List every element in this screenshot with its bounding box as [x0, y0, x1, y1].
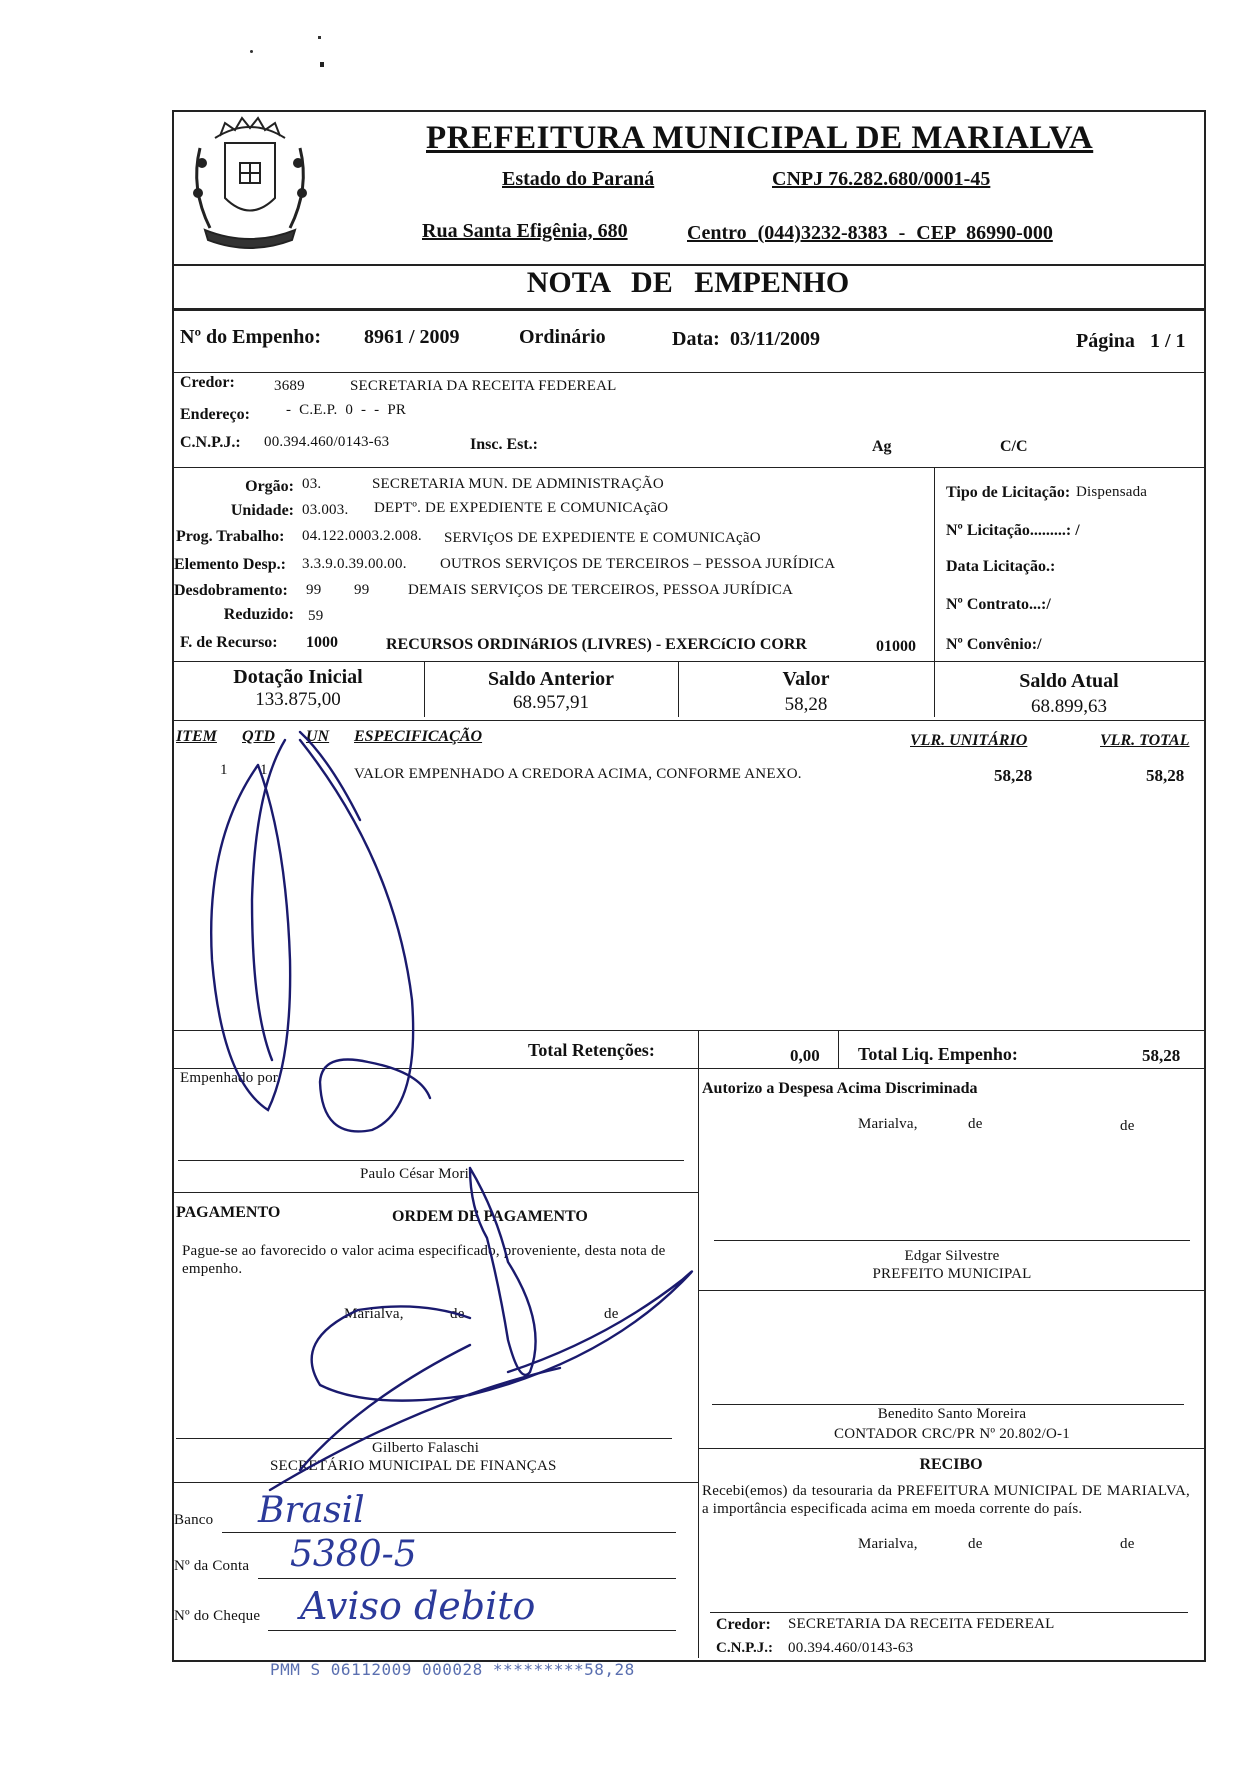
saldo-atual-label: Saldo Atual	[1019, 670, 1119, 692]
saldo-anterior-label: Saldo Anterior	[487, 668, 615, 690]
prefeito-name: Edgar Silvestre	[904, 1248, 1000, 1264]
empenho-date: 03/11/2009	[730, 328, 821, 350]
licitacao-date: Data Licitação.:	[946, 558, 1056, 575]
convenio-number: Nº Convênio:/	[946, 636, 1042, 653]
divider	[172, 661, 1204, 662]
recibo-text: Recebi(emos) da tesouraria da PREFEITURA MUNICIPAL DE MARIALVA, a importância especificada acima em moeda corrente do país.	[702, 1483, 1190, 1517]
contador-name: Benedito Santo Moreira	[877, 1406, 1027, 1422]
conta-label: Nº da Conta	[174, 1558, 250, 1574]
recibo-place: Marialva,	[858, 1536, 918, 1552]
recibo-credor: SECRETARIA DA RECEITA FEDEREAL	[788, 1616, 1055, 1632]
credor-label: Credor:	[180, 374, 235, 391]
state-name: Estado do Paraná	[502, 168, 655, 190]
desdobramento-code: 99	[306, 582, 322, 598]
cheque-label: Nº do Cheque	[174, 1608, 261, 1624]
total-retencoes-label: Total Retenções:	[528, 1040, 655, 1060]
autorizo-de: de	[1120, 1118, 1135, 1134]
input-line	[258, 1578, 676, 1579]
scan-speck	[318, 36, 321, 39]
col-un: UN	[306, 728, 330, 745]
total-retencoes-value: 0,00	[790, 1046, 820, 1065]
divider	[698, 1448, 1204, 1449]
prog-trabalho-code: 04.122.0003.2.008.	[302, 528, 422, 544]
divider	[172, 720, 1204, 721]
autorizo-de: de	[968, 1116, 983, 1132]
pagamento-text: Pague-se ao favorecido o valor acima especificado, proveniente, desta nota de empenho.	[182, 1243, 666, 1277]
valor-value: 58,28	[784, 694, 828, 715]
elemento-name: OUTROS SERVIÇOS DE TERCEIROS – PESSOA JURÍDICA	[440, 556, 836, 572]
divider	[172, 1192, 698, 1193]
recibo-cnpj-label: C.N.P.J.:	[716, 1640, 773, 1656]
signature-line	[714, 1240, 1190, 1241]
signature-line	[176, 1438, 672, 1439]
orgao-label: Orgão:	[245, 478, 294, 495]
banco-value[interactable]: Brasil	[258, 1490, 365, 1531]
credor-cnpj: 00.394.460/0143-63	[264, 434, 390, 450]
credor-code: 3689	[274, 378, 305, 394]
prefeito-role: PREFEITO MUNICIPAL	[872, 1266, 1032, 1282]
empenhado-name: Paulo César Mori	[360, 1166, 470, 1182]
divider	[698, 1030, 699, 1068]
item-unit-value: 58,28	[994, 766, 1033, 785]
coat-of-arms-emblem	[180, 108, 320, 258]
dotacao-inicial-label: Dotação Inicial	[233, 666, 363, 688]
recurso-code2: 01000	[876, 638, 916, 655]
divider	[172, 467, 1204, 468]
cheque-value[interactable]: Aviso debito	[300, 1584, 536, 1628]
scan-speck	[320, 62, 324, 67]
signature-line	[178, 1160, 684, 1161]
divider	[172, 372, 1204, 373]
divider	[698, 1068, 699, 1658]
tipo-licitacao-label: Tipo de Licitação:	[946, 484, 1071, 501]
pagamento-de: de	[604, 1306, 619, 1322]
document-title: NOTA DE EMPENHO	[526, 266, 850, 299]
autorizo-place: Marialva,	[858, 1116, 918, 1132]
orgao-name: SECRETARIA MUN. DE ADMINISTRAÇÃO	[372, 476, 664, 492]
pagamento-label: PAGAMENTO	[176, 1204, 281, 1221]
recibo-de: de	[968, 1536, 983, 1552]
elemento-code: 3.3.9.0.39.00.00.	[302, 556, 407, 572]
desdobramento-code: 99	[354, 582, 370, 598]
cnpj-header: CNPJ 76.282.680/0001-45	[772, 168, 991, 190]
desdobramento-name: DEMAIS SERVIÇOS DE TERCEIROS, PESSOA JURÍDICA	[408, 582, 794, 598]
unidade-label: Unidade:	[230, 502, 294, 519]
divider	[172, 1030, 1204, 1031]
address-label: Endereço:	[180, 406, 250, 423]
divider	[698, 1290, 1204, 1291]
page-number: 1 / 1	[1150, 330, 1186, 352]
street-address: Rua Santa Efigênia, 680	[422, 220, 628, 242]
tipo-licitacao: Dispensada	[1076, 484, 1148, 500]
recurso-code: 1000	[306, 634, 338, 651]
signature-line	[710, 1612, 1188, 1613]
divider	[172, 1482, 698, 1483]
divider	[172, 1068, 1204, 1069]
recibo-credor-label: Credor:	[716, 1616, 771, 1633]
signature-line	[712, 1404, 1184, 1405]
unidade-name: DEPTº. DE EXPEDIENTE E COMUNICAçãO	[374, 500, 669, 516]
saldo-anterior-value: 68.957,91	[513, 692, 589, 713]
saldo-atual-value: 68.899,63	[1031, 696, 1107, 717]
item-number: 1	[220, 762, 228, 778]
col-item: ITEM	[176, 728, 217, 745]
credor-name: SECRETARIA DA RECEITA FEDEREAL	[350, 378, 617, 394]
recibo-title: RECIBO	[919, 1456, 983, 1473]
contrato-number: Nº Contrato...:/	[946, 596, 1051, 613]
elemento-label: Elemento Desp.:	[174, 556, 286, 573]
recibo-cnpj: 00.394.460/0143-63	[788, 1640, 914, 1656]
empenho-date-label: Data:	[672, 328, 720, 350]
divider	[934, 467, 935, 661]
conta-value[interactable]: 5380-5	[290, 1534, 417, 1575]
credor-address: - C.E.P. 0 - - PR	[286, 402, 407, 418]
prog-trabalho-name: SERVIçOS DE EXPEDIENTE E COMUNICAçãO	[444, 530, 761, 546]
banco-label: Banco	[174, 1512, 214, 1528]
cc-label: C/C	[1000, 438, 1028, 455]
empenho-number: 8961 / 2009	[364, 326, 460, 348]
cashier-stamp: PMM S 06112009 000028 *********58,28	[270, 1660, 635, 1679]
pagamento-place: Marialva,	[344, 1306, 404, 1322]
cnpj-label: C.N.P.J.:	[180, 434, 241, 451]
empenhado-label: Empenhado por	[180, 1070, 278, 1086]
divider	[172, 308, 1204, 311]
ag-label: Ag	[872, 438, 892, 455]
total-liquido-value: 58,28	[1142, 1046, 1181, 1065]
recurso-label: F. de Recurso:	[180, 634, 278, 651]
recibo-de: de	[1120, 1536, 1135, 1552]
scan-speck	[250, 50, 253, 53]
prog-trabalho-label: Prog. Trabalho:	[176, 528, 285, 545]
empenho-type: Ordinário	[519, 326, 606, 348]
dotacao-inicial-value: 133.875,00	[255, 689, 341, 710]
address-contact: Centro (044)3232-8383 - CEP 86990-000	[687, 222, 1053, 244]
item-description: VALOR EMPENHADO A CREDORA ACIMA, CONFORME ANEXO.	[354, 766, 802, 782]
pagamento-de: de	[450, 1306, 465, 1322]
secretario-name: Gilberto Falaschi	[372, 1440, 480, 1456]
col-vlr-unitario: VLR. UNITÁRIO	[910, 732, 1028, 749]
input-line	[222, 1532, 676, 1533]
insc-est-label: Insc. Est.:	[470, 436, 539, 453]
secretario-role: SECRETÁRIO MUNICIPAL DE FINANÇAS	[270, 1458, 557, 1474]
col-vlr-total: VLR. TOTAL	[1100, 732, 1190, 749]
empenho-number-label: Nº do Empenho:	[180, 326, 322, 348]
valor-label: Valor	[782, 668, 830, 690]
contador-role: CONTADOR CRC/PR Nº 20.802/O-1	[834, 1426, 1070, 1442]
item-total-value: 58,28	[1146, 766, 1185, 785]
page-label: Página	[1076, 330, 1135, 352]
desdobramento-label: Desdobramento:	[174, 582, 288, 599]
item-qtd: 1	[260, 762, 268, 778]
page-title: PREFEITURA MUNICIPAL DE MARIALVA	[426, 120, 1094, 156]
unidade-code: 03.003.	[302, 502, 349, 518]
col-especificacao: ESPECIFICAÇÃO	[354, 728, 483, 745]
licitacao-number: Nº Licitação.........: /	[946, 522, 1080, 539]
recurso-name: RECURSOS ORDINáRIOS (LIVRES) - EXERCíCIO CORR	[386, 636, 807, 653]
orgao-code: 03.	[302, 476, 322, 492]
autorizo-label: Autorizo a Despesa Acima Discriminada	[702, 1080, 978, 1097]
reduzido-label: Reduzido:	[223, 606, 294, 623]
total-liquido-label: Total Liq. Empenho:	[858, 1044, 1018, 1064]
input-line	[268, 1630, 676, 1631]
reduzido-value: 59	[308, 608, 324, 624]
divider	[838, 1030, 839, 1068]
ordem-pagamento-label: ORDEM DE PAGAMENTO	[392, 1208, 588, 1225]
col-qtd: QTD	[242, 728, 275, 745]
